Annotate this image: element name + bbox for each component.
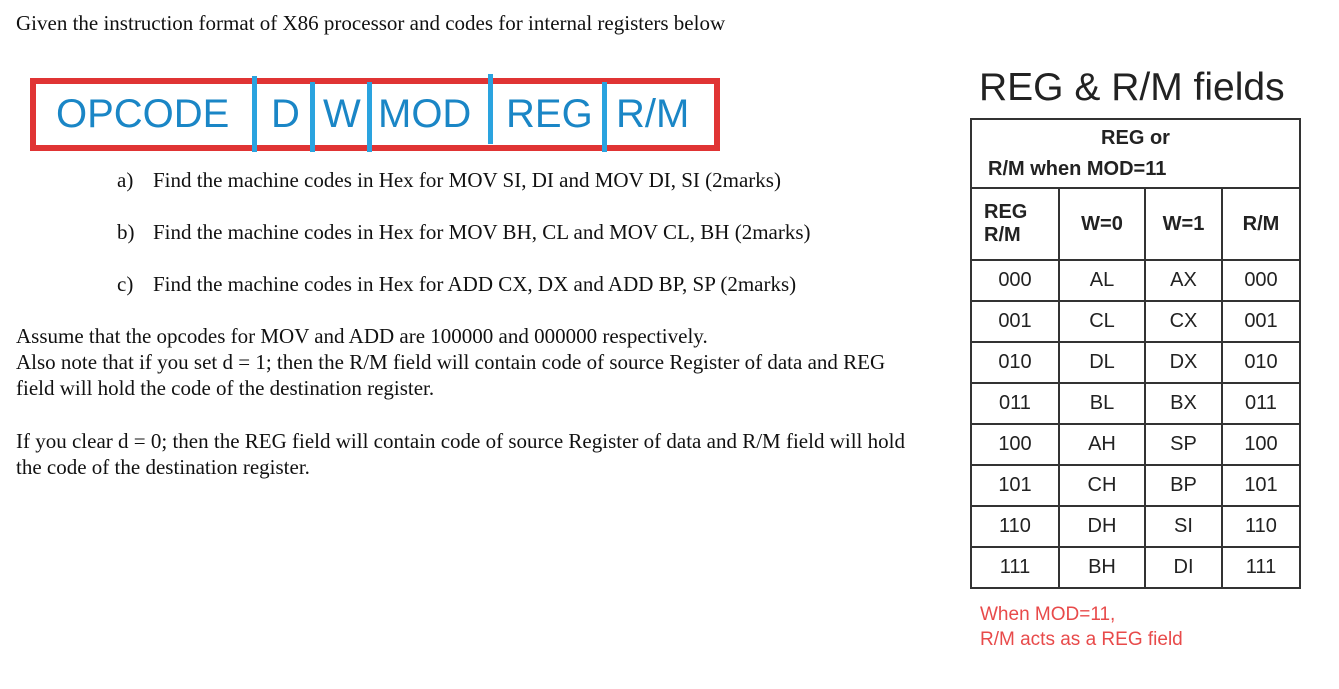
field-separator (252, 76, 257, 152)
table-row (971, 383, 1300, 424)
cell-w0: BH (1059, 547, 1145, 588)
cell-code: 110 (971, 506, 1059, 547)
cell-code: 000 (971, 260, 1059, 301)
cell-code: 111 (971, 547, 1059, 588)
field-rm: R/M (616, 92, 690, 136)
table-row (971, 465, 1300, 506)
cell-rm: 010 (1222, 342, 1300, 383)
note-line2: R/M acts as a REG field (980, 629, 1183, 650)
cell-rm: 101 (1222, 465, 1300, 506)
cell-code: 001 (971, 301, 1059, 342)
cell-w1: SI (1145, 506, 1222, 547)
table-row (971, 260, 1300, 301)
field-separator (488, 74, 493, 144)
reg-rm-table (970, 118, 1301, 589)
table-row (971, 547, 1300, 588)
question-text: Find the machine codes in Hex for ADD CX, DX and ADD BP, SP (2marks) (153, 272, 797, 296)
cell-w0: BL (1059, 383, 1145, 424)
question-c (117, 272, 796, 297)
cell-w0: DL (1059, 342, 1145, 383)
header-rm-sub: R/M (984, 224, 1021, 246)
cell-w1: DX (1145, 342, 1222, 383)
cell-code: 101 (971, 465, 1059, 506)
assumption-opcodes: Assume that the opcodes for MOV and ADD are 100000 and 000000 respectively. (16, 324, 708, 348)
cell-code: 010 (971, 342, 1059, 383)
question-label: b) (117, 220, 135, 244)
cell-w0: AH (1059, 424, 1145, 465)
intro-text: Given the instruction format of X86 processor and codes for internal registers below (16, 11, 726, 35)
header-reg-rm (971, 188, 1059, 260)
field-separator (367, 82, 372, 152)
cell-w1: AX (1145, 260, 1222, 301)
field-mod: MOD (378, 92, 472, 136)
top-header-line2: R/M when MOD=11 (988, 157, 1167, 180)
cell-rm: 100 (1222, 424, 1300, 465)
field-d: D (271, 92, 300, 136)
mod-note (980, 602, 1183, 652)
cell-rm: 111 (1222, 547, 1300, 588)
question-label: a) (117, 168, 134, 192)
table-row (971, 301, 1300, 342)
question-text: Find the machine codes in Hex for MOV BH, CL and MOV CL, BH (2marks) (153, 220, 811, 244)
table-title: REG & R/M fields (979, 66, 1285, 109)
cell-w0: AL (1059, 260, 1145, 301)
instruction-format-diagram (30, 78, 720, 151)
cell-w1: BP (1145, 465, 1222, 506)
field-separator (310, 82, 315, 152)
clear-d-paragraph: If you clear d = 0; then the REG field will contain code of source Register of data and R/M field will hold the code of the destination register. (16, 429, 905, 479)
field-opcode: OPCODE (56, 92, 230, 136)
top-header-line1: REG or (1101, 126, 1170, 149)
question-label: c) (117, 272, 134, 296)
question-a (117, 168, 781, 193)
cell-w1: SP (1145, 424, 1222, 465)
table-row (971, 506, 1300, 547)
header-reg: REG (984, 201, 1028, 223)
question-b (117, 220, 811, 245)
cell-rm: 000 (1222, 260, 1300, 301)
header-w1: W=1 (1145, 188, 1222, 260)
cell-rm: 001 (1222, 301, 1300, 342)
field-w: W (323, 92, 361, 136)
assumption-paragraph (16, 323, 926, 401)
cell-w0: CL (1059, 301, 1145, 342)
cell-w1: BX (1145, 383, 1222, 424)
cell-code: 011 (971, 383, 1059, 424)
cell-rm: 110 (1222, 506, 1300, 547)
table-top-header (971, 119, 1300, 188)
cell-rm: 011 (1222, 383, 1300, 424)
header-rm: R/M (1222, 188, 1300, 260)
question-text: Find the machine codes in Hex for MOV SI, DI and MOV DI, SI (2marks) (153, 168, 781, 192)
table-row (971, 342, 1300, 383)
field-reg: REG (506, 92, 593, 136)
assumption-d-set: Also note that if you set d = 1; then the R/M field will contain code of source Register of data and REG field will hold the code of the destination register. (16, 350, 886, 400)
field-separator (602, 82, 607, 152)
table-row (971, 424, 1300, 465)
cell-w1: DI (1145, 547, 1222, 588)
note-line1: When MOD=11, (980, 604, 1116, 625)
cell-w0: CH (1059, 465, 1145, 506)
cell-code: 100 (971, 424, 1059, 465)
cell-w1: CX (1145, 301, 1222, 342)
header-w0: W=0 (1059, 188, 1145, 260)
cell-w0: DH (1059, 506, 1145, 547)
